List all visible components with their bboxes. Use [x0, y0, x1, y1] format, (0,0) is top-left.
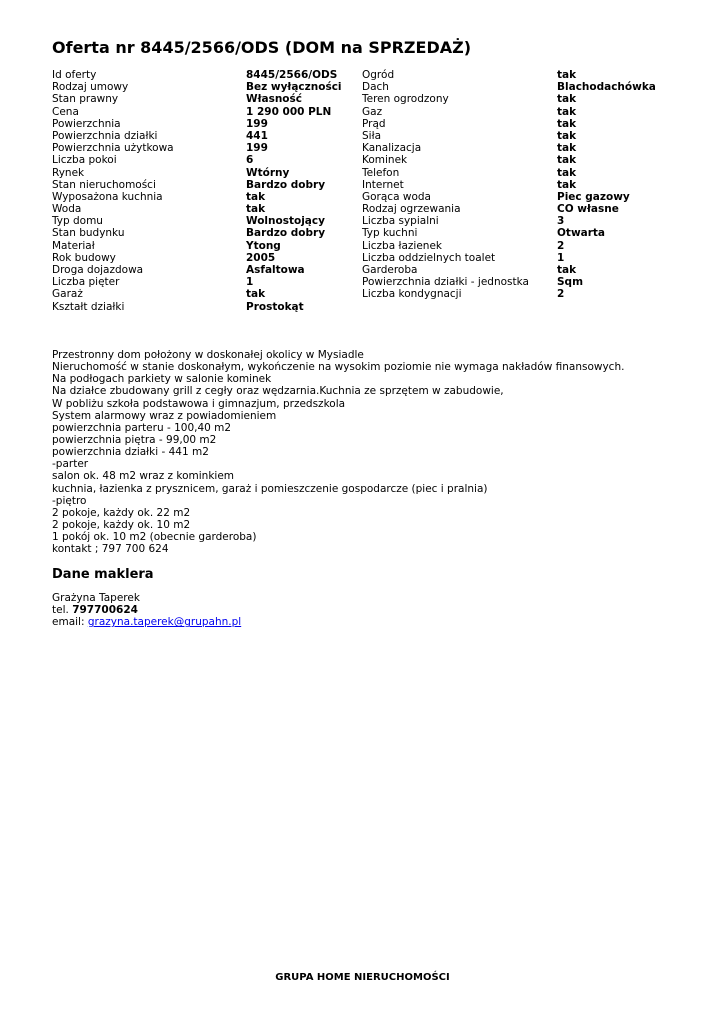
footer-company: GRUPA HOME NIERUCHOMOŚCI — [275, 972, 450, 983]
property-value: 441 — [246, 129, 268, 142]
property-label: Id oferty — [52, 69, 97, 81]
agent-heading: Dane maklera — [52, 567, 154, 582]
property-label: Stan nieruchomości — [52, 178, 156, 191]
property-label: Rynek — [52, 166, 85, 179]
property-row — [52, 252, 352, 264]
description-line: W pobliżu szkoła podstawowa i gimnazjum, przedszkola — [52, 397, 346, 410]
agent-email-label: email: — [52, 616, 85, 629]
property-value: 1 — [246, 276, 254, 289]
description-line: Nieruchomość w stanie doskonałym, wykończenie na wysokim poziomie nie wymaga nakładów finansowych. — [52, 361, 625, 374]
property-value: tak — [246, 288, 266, 301]
property-value: Bez wyłączności — [246, 81, 342, 94]
property-label: Siła — [362, 129, 382, 142]
description-line: powierzchnia piętra - 99,00 m2 — [52, 433, 217, 446]
property-value: Prostokąt — [246, 300, 304, 313]
property-row — [52, 240, 352, 252]
property-row — [362, 227, 702, 239]
property-row — [362, 142, 702, 154]
description-line: kontakt ; 797 700 624 — [52, 543, 169, 556]
property-label: Garderoba — [362, 264, 418, 276]
property-row — [362, 130, 702, 142]
property-value: 6 — [246, 154, 254, 167]
property-value: Sqm — [557, 276, 584, 289]
description-line: salon ok. 48 m2 wraz z kominkiem — [52, 470, 235, 483]
property-value: tak — [557, 93, 577, 106]
page-title: Oferta nr 8445/2566/ODS (DOM na SPRZEDAŻ) — [52, 38, 472, 57]
property-row — [362, 264, 702, 276]
property-row — [362, 154, 702, 166]
property-row — [52, 179, 352, 191]
agent-email-line — [52, 616, 241, 628]
property-value: 8445/2566/ODS — [246, 69, 338, 81]
property-label: Woda — [52, 203, 82, 216]
property-row — [52, 106, 352, 118]
property-label: Telefon — [362, 166, 400, 179]
property-row — [362, 288, 702, 300]
property-row — [52, 142, 352, 154]
offer-description — [52, 349, 624, 555]
property-label: Stan budynku — [52, 227, 125, 240]
property-row — [52, 118, 352, 130]
property-label: Teren ogrodzony — [362, 93, 449, 106]
property-label: Rok budowy — [52, 251, 116, 264]
property-value: Piec gazowy — [557, 190, 630, 203]
description-line: -piętro — [52, 494, 87, 507]
property-row — [362, 191, 702, 203]
property-label: Droga dojazdowa — [52, 264, 144, 276]
property-value: tak — [246, 190, 266, 203]
description-line: kuchnia, łazienka z prysznicem, garaż i pomieszczenie gospodarcze (piec i pralnia) — [52, 482, 488, 495]
property-row — [52, 301, 352, 313]
property-row — [52, 227, 352, 239]
property-label: Liczba łazienek — [362, 239, 442, 252]
agent-email-link[interactable]: grazyna.taperek@grupahn.pl — [87, 616, 242, 629]
property-value: 2 — [557, 239, 565, 252]
property-row — [52, 69, 352, 81]
property-value: Własność — [246, 93, 302, 106]
property-value: Wtórny — [246, 166, 290, 179]
property-label: Internet — [362, 178, 404, 191]
property-label: Powierzchnia działki - jednostka — [362, 276, 529, 289]
property-label: Cena — [52, 105, 79, 118]
description-line: powierzchnia działki - 441 m2 — [52, 446, 209, 459]
property-label: Rodzaj umowy — [52, 81, 129, 94]
property-label: Typ kuchni — [362, 227, 418, 240]
property-row — [362, 240, 702, 252]
agent-phone: 797700624 — [72, 604, 138, 617]
property-label: Garaż — [52, 288, 83, 301]
description-line: powierzchnia parteru - 100,40 m2 — [52, 421, 232, 434]
property-label: Wyposażona kuchnia — [52, 190, 163, 203]
property-row — [52, 215, 352, 227]
agent-details — [52, 592, 241, 629]
property-label: Liczba sypialni — [362, 215, 439, 228]
property-label: Typ domu — [52, 215, 103, 228]
property-label: Liczba pięter — [52, 276, 120, 289]
property-value: Bardzo dobry — [246, 178, 326, 191]
description-line: 2 pokoje, każdy ok. 10 m2 — [52, 518, 191, 531]
property-value: tak — [557, 105, 577, 118]
property-label: Ogród — [362, 69, 395, 81]
description-line: 1 pokój ok. 10 m2 (obecnie garderoba) — [52, 531, 257, 544]
property-label: Kanalizacja — [362, 142, 422, 155]
property-value: Blachodachówka — [557, 81, 656, 94]
property-value: Wolnostojący — [246, 215, 325, 228]
property-value: tak — [557, 142, 577, 155]
description-line: -parter — [52, 458, 89, 471]
property-row — [362, 252, 702, 264]
agent-phone-line — [52, 604, 241, 616]
property-label: Powierzchnia użytkowa — [52, 142, 174, 155]
property-value: 1 290 000 PLN — [246, 105, 332, 118]
property-value: 2 — [557, 288, 565, 301]
property-value: 3 — [557, 215, 565, 228]
description-line: 2 pokoje, każdy ok. 22 m2 — [52, 506, 191, 519]
property-value: tak — [246, 203, 266, 216]
property-row — [362, 179, 702, 191]
property-row — [362, 118, 702, 130]
property-value: tak — [557, 154, 577, 167]
property-value: 199 — [246, 142, 268, 155]
property-row — [52, 276, 352, 288]
property-value: tak — [557, 178, 577, 191]
property-label: Liczba pokoi — [52, 154, 117, 167]
property-row — [52, 288, 352, 300]
property-label: Gorąca woda — [362, 190, 431, 203]
property-value: tak — [557, 69, 577, 81]
property-row — [362, 81, 702, 93]
description-line: Przestronny dom położony w doskonałej okolicy w Mysiadle — [52, 349, 364, 361]
property-label: Dach — [362, 81, 389, 94]
property-value: 1 — [557, 251, 565, 264]
property-label: Liczba kondygnacji — [362, 288, 462, 301]
property-row — [52, 154, 352, 166]
description-line: System alarmowy wraz z powiadomieniem — [52, 409, 277, 422]
property-value: 199 — [246, 117, 268, 130]
agent-phone-label: tel. — [52, 604, 69, 617]
property-row — [52, 130, 352, 142]
property-list-right — [362, 69, 702, 301]
property-row — [52, 264, 352, 276]
property-label: Liczba oddzielnych toalet — [362, 251, 496, 264]
property-label: Gaz — [362, 105, 383, 118]
property-label: Prąd — [362, 117, 386, 130]
property-label: Materiał — [52, 239, 95, 252]
property-label: Powierzchnia — [52, 117, 121, 130]
property-row — [52, 203, 352, 215]
property-row — [362, 276, 702, 288]
property-label: Kształt działki — [52, 300, 125, 313]
property-value: CO własne — [557, 203, 619, 216]
property-label: Stan prawny — [52, 93, 119, 106]
property-value: tak — [557, 166, 577, 179]
property-row — [362, 69, 702, 81]
agent-name: Grażyna Taperek — [52, 592, 140, 604]
property-value: tak — [557, 264, 577, 276]
description-line: Na podłogach parkiety w salonie kominek — [52, 373, 272, 386]
property-row — [52, 191, 352, 203]
property-value: Otwarta — [557, 227, 606, 240]
property-list-left — [52, 69, 352, 313]
property-value: Bardzo dobry — [246, 227, 326, 240]
property-row — [362, 106, 702, 118]
description-line: Na działce zbudowany grill z cegły oraz wędzarnia.Kuchnia ze sprzętem w zabudowie, — [52, 385, 504, 398]
property-value: Ytong — [246, 239, 281, 252]
property-row — [362, 167, 702, 179]
property-row — [52, 81, 352, 93]
property-row — [52, 167, 352, 179]
property-value: Asfaltowa — [246, 264, 305, 276]
property-row — [362, 215, 702, 227]
property-value: 2005 — [246, 251, 276, 264]
property-value: tak — [557, 117, 577, 130]
property-label: Kominek — [362, 154, 408, 167]
property-label: Powierzchnia działki — [52, 129, 158, 142]
property-row — [362, 93, 702, 105]
property-row — [52, 93, 352, 105]
property-row — [362, 203, 702, 215]
property-label: Rodzaj ogrzewania — [362, 203, 461, 216]
property-value: tak — [557, 129, 577, 142]
